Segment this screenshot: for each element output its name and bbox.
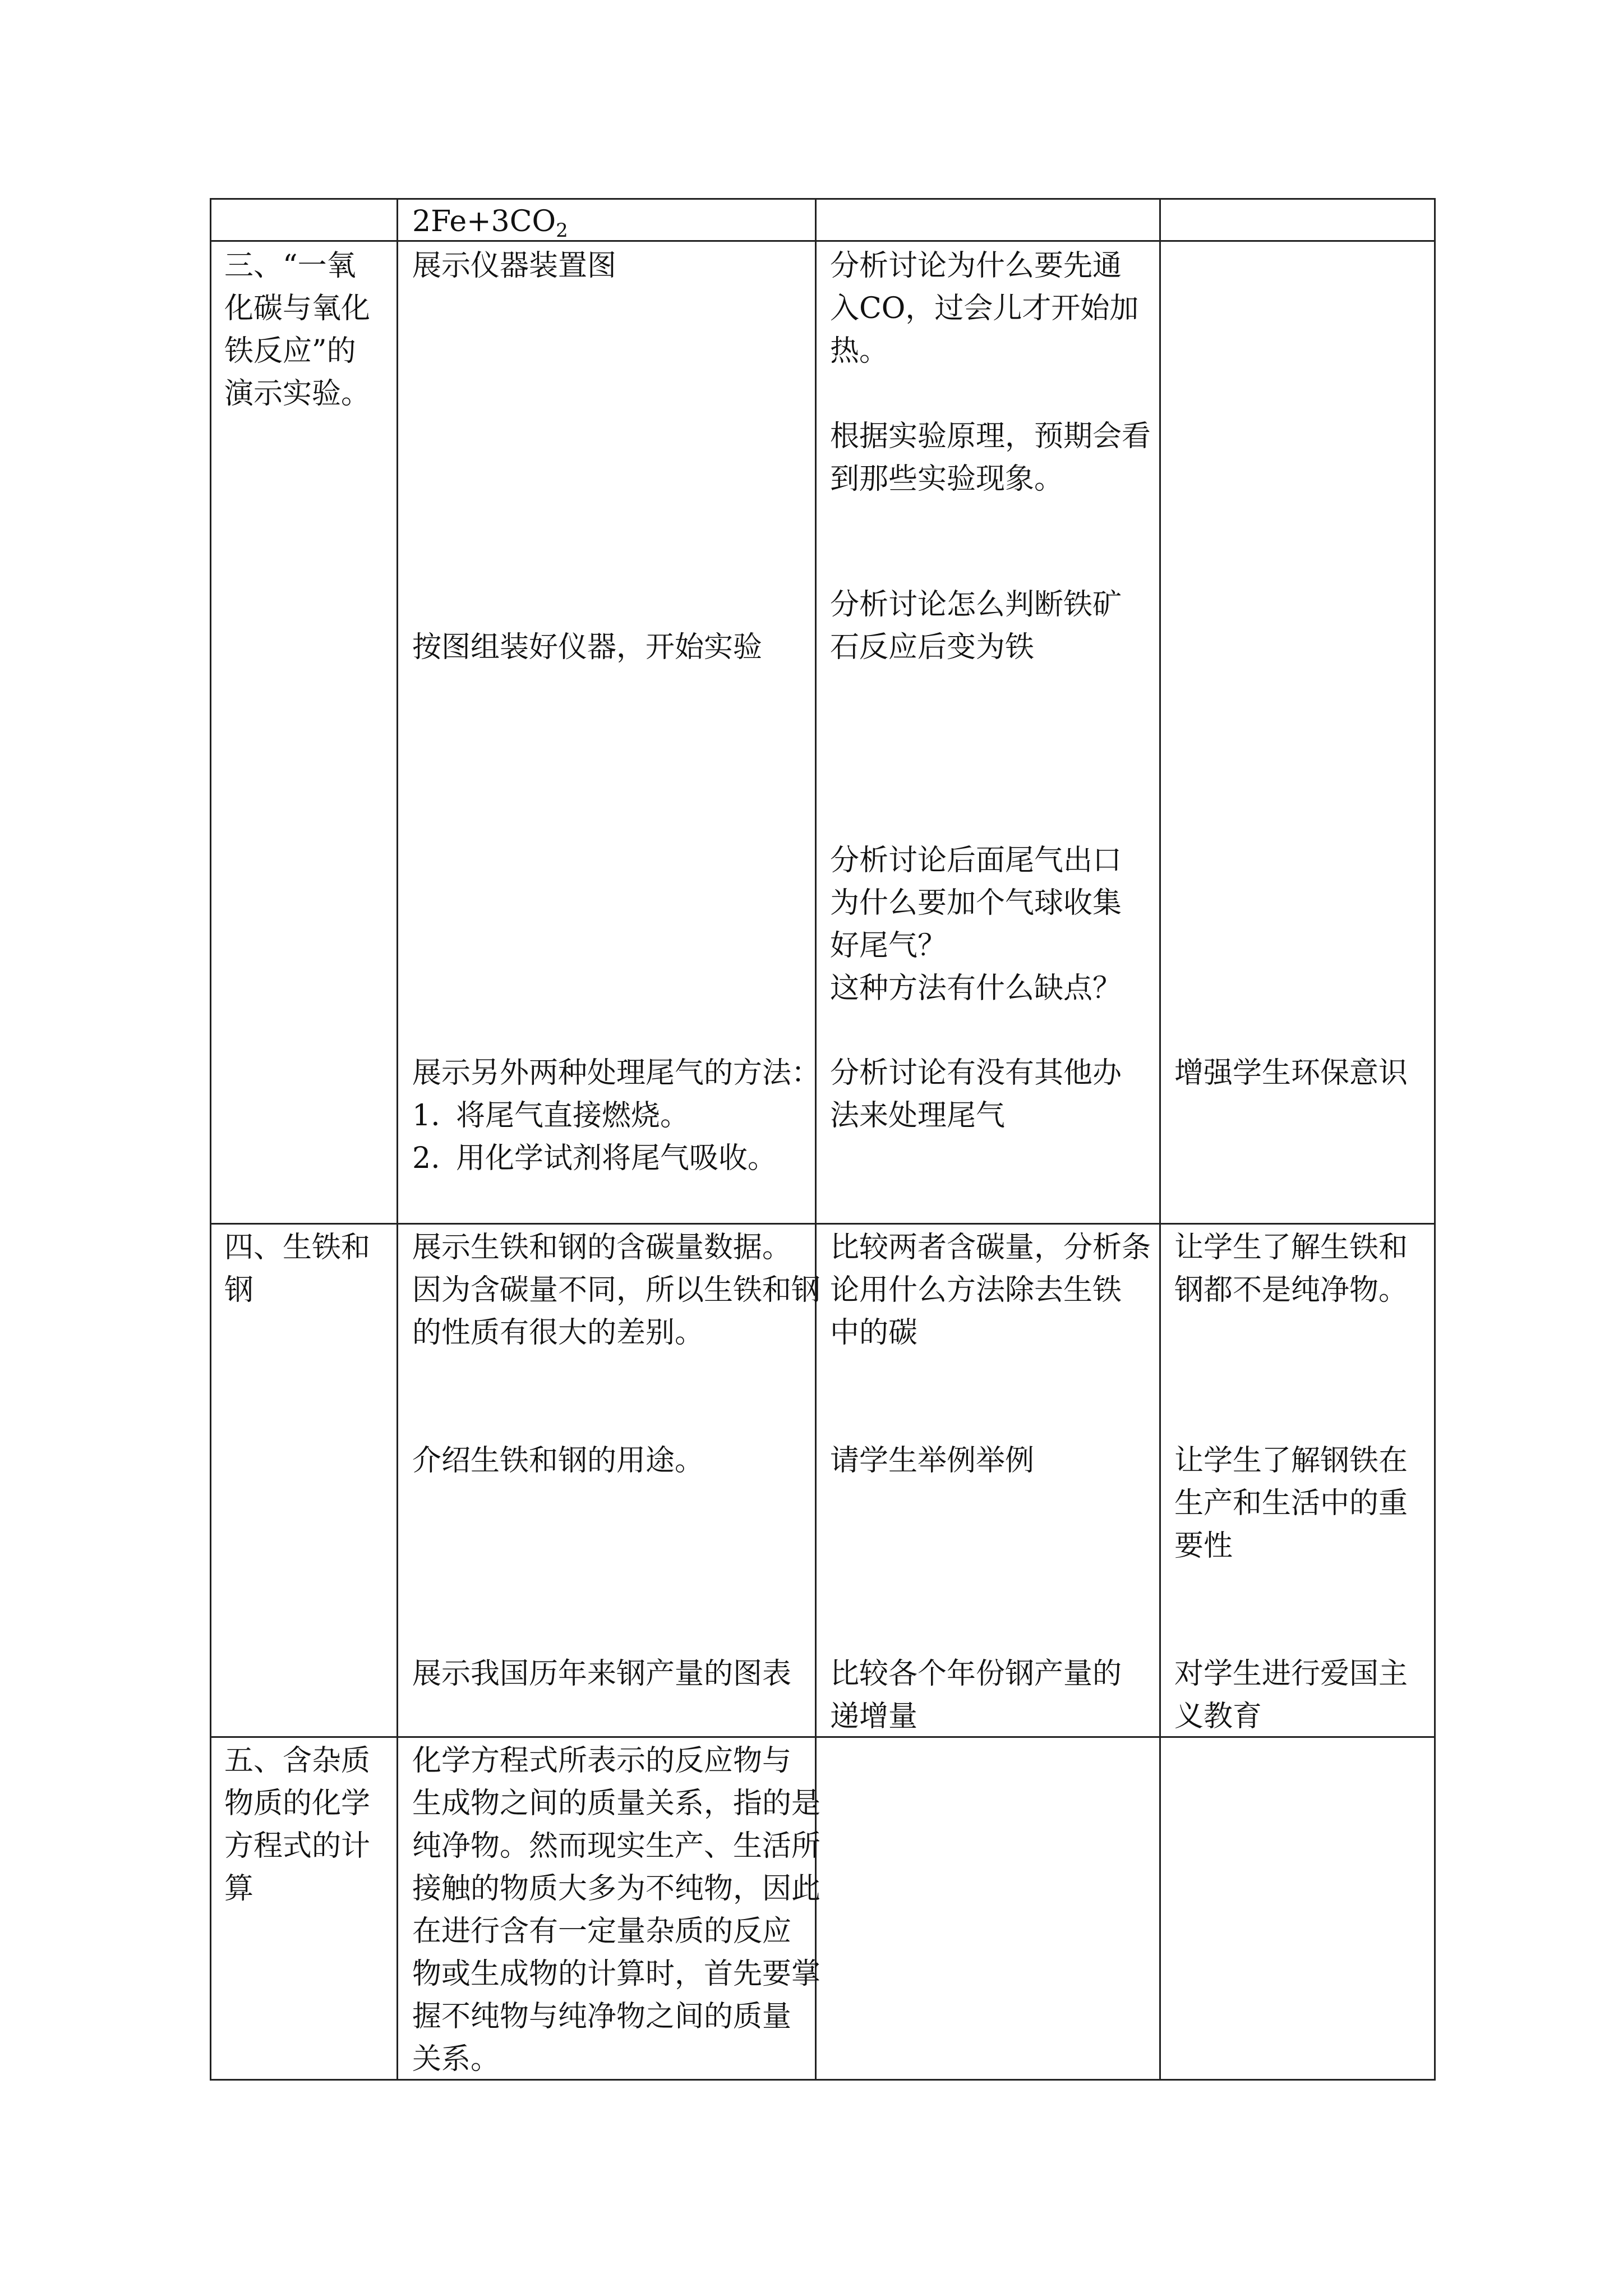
student-activity-line: 石反应后变为铁 — [830, 631, 1035, 664]
purpose-line: 让学生了解钢铁在 — [1174, 1444, 1408, 1478]
table-rule — [1434, 198, 1436, 2081]
student-activity-line: 递增量 — [830, 1700, 918, 1733]
teacher-activity: 展示我国历年来钢产量的图表 — [412, 1657, 792, 1691]
table-rule — [210, 1223, 1436, 1225]
paragraph-line: 在进行含有一定量杂质的反应 — [412, 1915, 792, 1948]
list-number: 1. — [412, 1099, 440, 1133]
student-activity-line: 分析讨论怎么判断铁矿 — [830, 588, 1122, 622]
teacher-activity: 展示仪器装置图 — [412, 249, 617, 283]
row4-topic-line: 算 — [224, 1872, 254, 1906]
paragraph-line: 接触的物质大多为不纯物，因此 — [412, 1872, 821, 1906]
equation-cell — [412, 200, 568, 243]
purpose-line: 生产和生活中的重 — [1174, 1487, 1408, 1520]
teacher-activity: 展示另外两种处理尾气的方法： — [412, 1056, 821, 1090]
list-text: 用化学试剂将尾气吸收。 — [456, 1142, 777, 1175]
row2-topic-line: 铁反应”的 — [224, 334, 356, 368]
student-activity-line: 中的碳 — [830, 1316, 918, 1350]
row2-topic-line: 演示实验。 — [224, 377, 371, 411]
purpose-line: 让学生了解生铁和 — [1174, 1231, 1408, 1264]
row2-topic-line: 三、“一氧 — [224, 249, 356, 283]
equation-subscript: 2 — [556, 219, 568, 242]
teacher-activity: 介绍生铁和钢的用途。 — [412, 1444, 704, 1478]
student-activity-line: 法来处理尾气 — [830, 1099, 1006, 1133]
paragraph-line: 物或生成物的计算时，首先要掌 — [412, 1957, 821, 1991]
equation-text: 2Fe+3CO — [412, 205, 556, 238]
student-activity-line: 比较各个年份钢产量的 — [830, 1657, 1122, 1691]
student-activity: 请学生举例举例 — [830, 1444, 1035, 1478]
row3-topic-line: 四、生铁和 — [224, 1231, 371, 1264]
student-activity-line: 分析讨论后面尾气出口 — [830, 844, 1122, 877]
student-activity-line: 论用什么方法除去生铁 — [830, 1273, 1122, 1307]
row4-topic-line: 五、含杂质 — [224, 1744, 371, 1778]
student-activity-line: 比较两者含碳量，分析条 — [830, 1231, 1151, 1264]
table-rule — [210, 2079, 1436, 2081]
student-activity-line: 分析讨论为什么要先通 — [830, 249, 1122, 283]
paragraph-line: 握不纯物与纯净物之间的质量 — [412, 2000, 792, 2033]
student-activity-line: 热。 — [830, 334, 889, 368]
row3-topic-line: 钢 — [224, 1273, 254, 1307]
teacher-activity-line: 的性质有很大的差别。 — [412, 1316, 704, 1350]
table-rule — [210, 198, 211, 2081]
student-activity-line: 根据实验原理，预期会看 — [830, 420, 1151, 453]
purpose-text: 增强学生环保意识 — [1174, 1056, 1408, 1090]
student-activity-line: 到那些实验现象。 — [830, 462, 1064, 496]
purpose-line: 义教育 — [1174, 1700, 1262, 1733]
paragraph-line: 关系。 — [412, 2042, 500, 2076]
list-number: 2. — [412, 1142, 440, 1175]
paragraph-line: 化学方程式所表示的反应物与 — [412, 1744, 792, 1778]
list-text: 将尾气直接燃烧。 — [456, 1099, 690, 1133]
purpose-line: 要性 — [1174, 1529, 1233, 1563]
student-activity-line: 好尾气？ — [830, 929, 947, 963]
teacher-activity-line: 展示生铁和钢的含碳量数据。 — [412, 1231, 792, 1264]
teacher-list-item — [412, 1137, 777, 1180]
paragraph-line: 生成物之间的质量关系，指的是 — [412, 1787, 821, 1820]
student-activity-line: 这种方法有什么缺点？ — [830, 972, 1122, 1005]
teacher-activity: 按图组装好仪器，开始实验 — [412, 631, 763, 664]
student-activity-line: 分析讨论有没有其他办 — [830, 1056, 1122, 1090]
teacher-activity-line: 因为含碳量不同，所以生铁和钢 — [412, 1273, 821, 1307]
purpose-line: 对学生进行爱国主 — [1174, 1657, 1408, 1691]
student-activity-line: 为什么要加个气球收集 — [830, 886, 1122, 920]
row2-topic-line: 化碳与氧化 — [224, 292, 371, 325]
table-rule — [396, 198, 398, 2081]
table-rule — [1159, 198, 1161, 2081]
teacher-list-item — [412, 1094, 689, 1137]
student-activity-line: 入CO，过会儿才开始加 — [830, 292, 1139, 325]
row4-topic-line: 方程式的计 — [224, 1829, 371, 1863]
paragraph-line: 纯净物。然而现实生产、生活所 — [412, 1829, 821, 1863]
purpose-line: 钢都不是纯净物。 — [1174, 1273, 1408, 1307]
table-rule — [210, 198, 1436, 200]
row4-topic-line: 物质的化学 — [224, 1787, 371, 1820]
table-rule — [210, 240, 1436, 242]
